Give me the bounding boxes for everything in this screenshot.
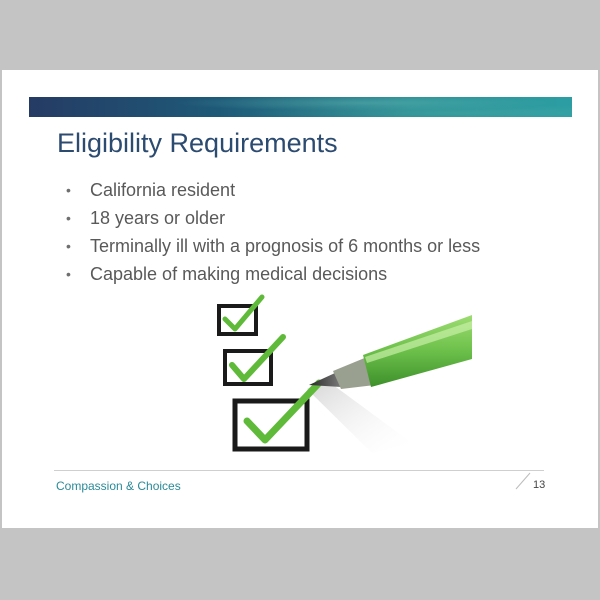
page-number: 13: [533, 479, 546, 491]
bullet-text: Capable of making medical decisions: [90, 264, 388, 284]
bullet-text: California resident: [90, 180, 236, 200]
bullet-item: [66, 260, 480, 288]
bullet-list: [66, 176, 480, 288]
bullet-icon: •: [66, 182, 71, 198]
footer-brand: Compassion & Choices: [56, 479, 181, 493]
slide: [2, 70, 598, 528]
footer-divider: [54, 470, 544, 471]
bullet-icon: •: [66, 238, 71, 254]
slide-title: Eligibility Requirements: [57, 128, 338, 158]
footer-slash-icon: [514, 471, 534, 491]
pen-icon: [309, 315, 472, 389]
bullet-item: [66, 176, 480, 204]
pen-shadow: [307, 379, 412, 453]
checklist-illustration: [207, 293, 472, 453]
bullet-text: Terminally ill with a prognosis of 6 months or less: [90, 236, 481, 256]
bullet-icon: •: [66, 210, 71, 226]
bullet-item: [66, 232, 480, 260]
checkbox-checked-icon: [225, 337, 283, 384]
bullet-icon: •: [66, 266, 71, 282]
checkbox-checked-icon: [235, 383, 319, 449]
checkbox-checked-icon: [219, 297, 262, 334]
header-banner: [29, 97, 572, 117]
bullet-text: 18 years or older: [90, 208, 226, 228]
bullet-item: [66, 204, 480, 232]
